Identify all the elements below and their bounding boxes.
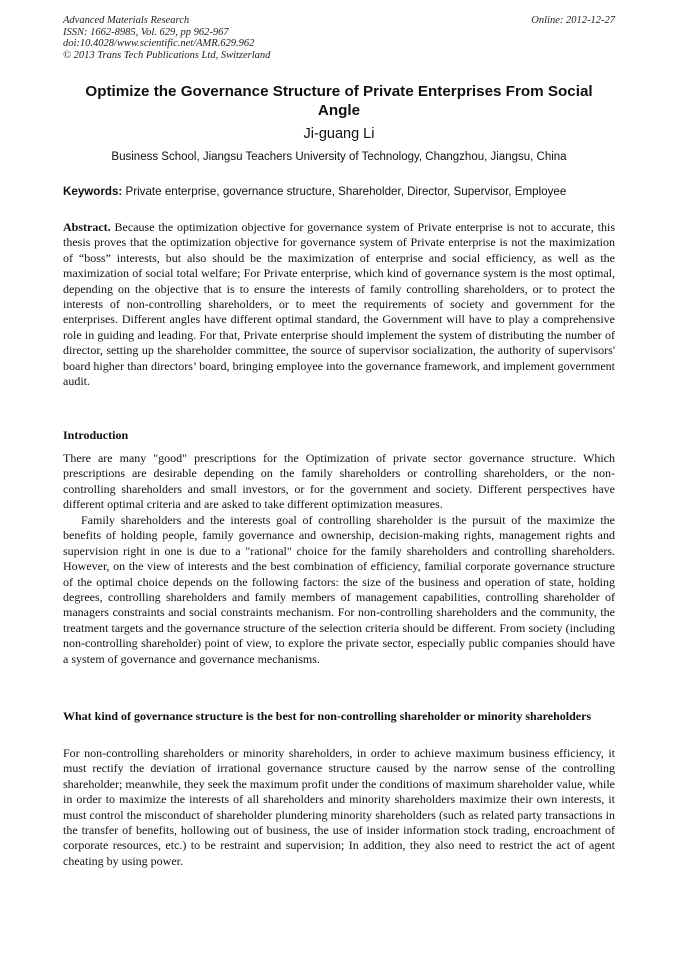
author-affiliation: Business School, Jiangsu Teachers University of Technology, Changzhou, Jiangsu, China	[111, 151, 567, 163]
online-date: Online: 2012-12-27	[531, 15, 615, 26]
section-heading-minority-shareholders: What kind of governance structure is the best for non-controlling shareholder or minority shareholders	[63, 709, 592, 723]
abstract-text: Because the optimization objective for governance system of Private enterprise is not to accurate, this thesis proves that the optimization objective for governance system of Private enterprise is not the maximization of “boss” interests, but also should be the maximization of enterprise and social efficiency, as well as the maximization of social total welfare; For Private enterprise, which kind of governance system is the most optimal, depending on the objective that is to ensure the interests of family controlling shareholders, or to protect the interests of non-controlling shareholders, or to meet the requirements of society and government for the enterprises. Different angles have different optimal standard, the Government will have to play a comprehensive role in guiding and leading. For that, Private enterprise should implement the system of distributing the number of director, setting up the shareholder committee, the source of supervisor socialization, the authority of supervisors' board higher than directors’ board, bringing employee into the governance framework, and implement government audit.	[63, 220, 616, 389]
section-paragraph-minority-shareholders: For non-controlling shareholders or minority shareholders, in order to achieve maximum business efficiency, it must rectify the deviation of irrational governance structure caused by the narrow sense of the controlling shareholder; meanwhile, they seek the maximum profit under the conditions of maximum shareholder value, while in order to maximize the interests of all shareholders and minority shareholders maximize their own interests, it must control the misconduct of shareholder plundering minority shareholders (such as related party transactions in the transfer of benefits, hollowing out of business, the use of insider information stock trading, encroachment of corporate resources, etc.) to be restraint and supervision; In addition, they also need to restrict the act of agent cheating by using power.	[63, 746, 615, 868]
keywords-label: Keywords:	[63, 185, 123, 198]
journal-name: Advanced Materials Research	[63, 15, 190, 26]
author-name: Ji-guang Li	[303, 126, 375, 142]
keywords-line	[63, 184, 623, 199]
copyright-line: © 2013 Trans Tech Publications Ltd, Switzerland	[63, 49, 271, 61]
issn-line: ISSN: 1662-8985, Vol. 629, pp 962-967	[63, 26, 229, 38]
introduction-paragraph-2: Family shareholders and the interests goal of controlling shareholder is the pursuit of the maximize the benefits of holding people, family governance and ownership, decision-making rights, management rights and supervision right in one is due to a "rational" choice for the family shareholders and controlling shareholders. However, on the view of interests and the best combination of efficiency, familial corporate governance structure of the optimal choice depends on the following factors: the size of the business and operation of state, holding degrees, controlling shareholders and family members of management capabilities, controlling shareholder of managers constraints and social constraints mechanism. For non-controlling shareholders and the community, the treatment targets and the governance structure of the selection criteria should be different. From society (including non-controlling shareholder) point of view, to explore the private sector, especially public companies should have a system of governance and governance mechanisms.	[63, 513, 615, 666]
doi-line: doi:10.4028/www.scientific.net/AMR.629.962	[63, 38, 255, 49]
introduction-heading: Introduction	[63, 428, 129, 442]
paper-title: Optimize the Governance Structure of Private Enterprises From Social Angle	[85, 83, 593, 119]
keywords-text: Private enterprise, governance structure, Shareholder, Director, Supervisor, Employee	[125, 185, 567, 198]
journal-header	[63, 15, 615, 61]
abstract-label: Abstract.	[63, 220, 111, 234]
introduction-paragraph-1: There are many "good" prescriptions for the Optimization of private sector governance structure. Which prescriptions are desirable depending on the family shareholders or controlling shareholders, or the non-controlling shareholders and small investors, or for the government and society. Different perspectives have different optimal criteria and are asked to take different optimization measures.	[63, 451, 615, 512]
abstract-paragraph	[63, 220, 615, 389]
